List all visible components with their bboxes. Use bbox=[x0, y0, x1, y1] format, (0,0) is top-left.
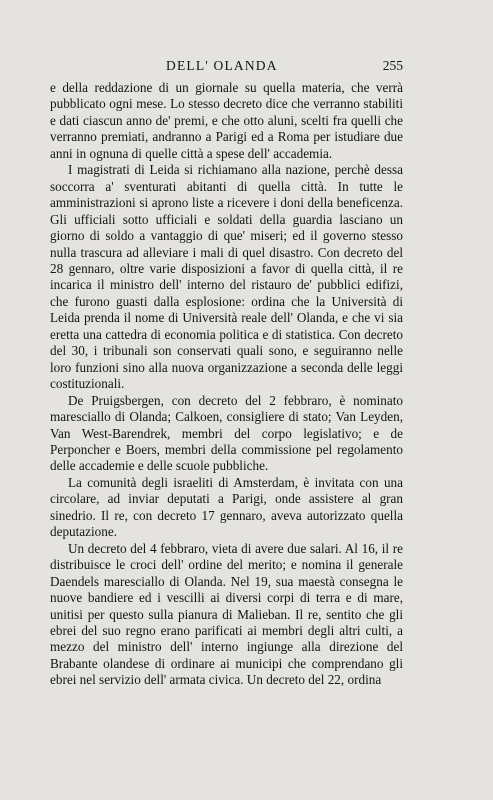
paragraph: De Pruigsbergen, con decreto del 2 febbraro, è nominato maresciallo di Olanda; Calkoen, consigliere di stato; Van Leyden, Van West-Barendrek, membri del corpo legislativo; e de Perponcher e Boers, membri della commissione pel regolamento delle accademie e delle scuole pubbliche. bbox=[50, 392, 403, 474]
running-title: DELL' OLANDA bbox=[166, 58, 278, 73]
page-number: 255 bbox=[382, 58, 403, 73]
paragraph: e della reddazione di un giornale su quella materia, che verrà pubblicato ogni mese. Lo stesso decreto dice che verranno stabiliti e dati ciascun anno de' premi, e che otto aluni, scelti fra quelli che verranno premiati, andranno a Parigi ed a Roma per istudiare due anni in ognuna di quelle città a spese dell' accademia. bbox=[50, 80, 403, 161]
paragraph: I magistrati di Leida si richiamano alla nazione, perchè dessa soccorra a' sventurati abitanti di quella città. In tutte le amministrazioni si aprono liste a ricevere i doni della beneficenza. Gli ufficiali sotto ufficiali e soldati della guardia lasciano un giorno di soldo a vantaggio di que' miseri; ed il governo stesso nulla trascura ad alleviare i mali di quel disastro. Con decreto del 28 gennaro, oltre varie disposizioni a favor di quella città, il re incarica il ministro dell' interno del ristauro de' pubblici edifizi, che furono guasti dalla esplosione: ordina che la Università di Leida prenda il nome di Università reale dell' Olanda, e che vi sia eretta una cattedra di economia politica e di statistica. Con decreto del 30, i tribunali son conservati quali sono, e seguiranno nelle loro funzioni sino alla nuova organizzazione a seconda delle leggi costituzionali. bbox=[50, 162, 403, 392]
page-header bbox=[50, 58, 403, 80]
paragraph: La comunità degli israeliti di Amsterdam, è invitata con una circolare, ad inviar deputati a Parigi, onde assistere al gran sinedrio. Il re, con decreto 17 gennaro, aveva autorizzato quella deputazione. bbox=[50, 474, 403, 540]
paragraph: Un decreto del 4 febbraro, vieta di avere due salari. Al 16, il re distribuisce le croci dell' ordine del merito; e nomina il generale Daendels maresciallo di Olanda. Nel 19, sua maestà consegna le nuove bandiere ed i vescilli ai diversi corpi di terra e di mare, unitisi per questo sulla pianura di Malieban. Il re, sentito che gli ebrei del suo regno erano parificati ai membri degli altri culti, a mezzo del ministro dell' interno ingiunge alla direzione del Brabante olandese di ordinare ai municipi che comprendano gli ebrei nel servizio dell' armata civica. Un decreto del 22, ordina bbox=[50, 540, 403, 688]
body-text bbox=[50, 80, 403, 689]
